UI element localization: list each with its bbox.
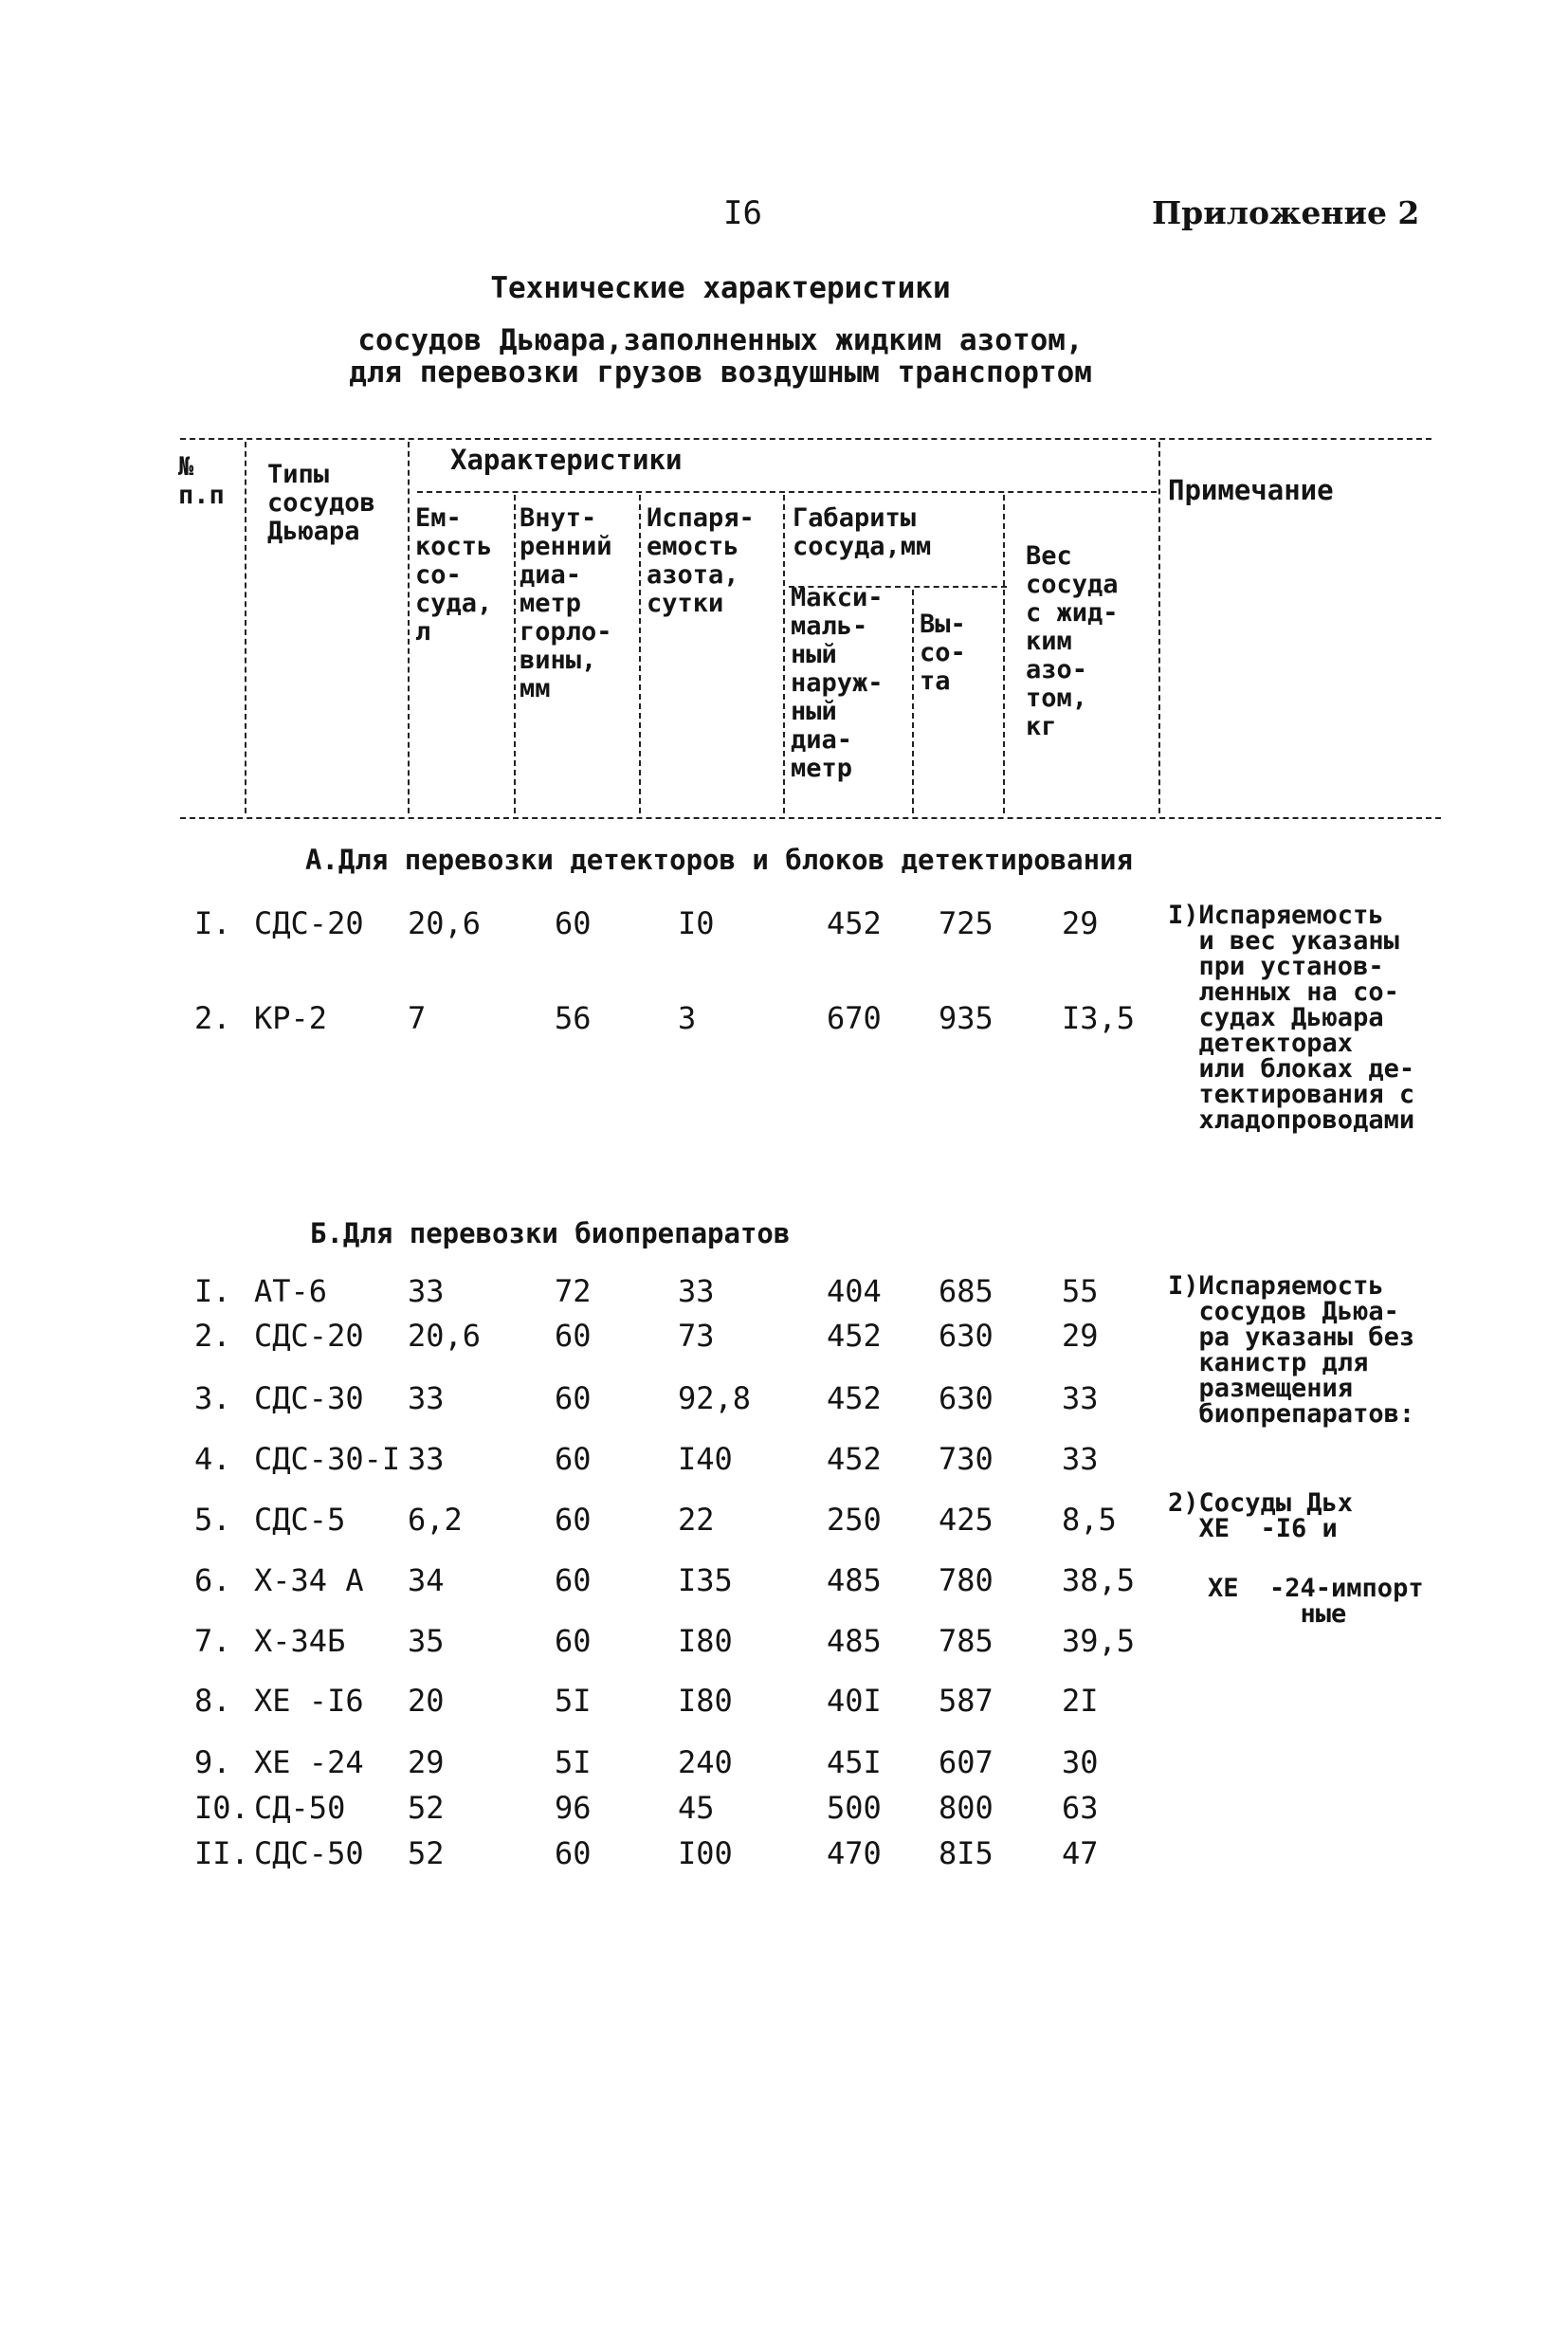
height-cell: 935 <box>939 1000 994 1036</box>
evaporation-cell: I80 <box>678 1683 733 1719</box>
evaporation-cell: I00 <box>678 1835 733 1871</box>
weight-cell: 38,5 <box>1062 1562 1136 1598</box>
height-cell: 587 <box>939 1683 994 1719</box>
vessel-type: ХЕ -I6 <box>254 1683 364 1719</box>
evaporation-cell: 73 <box>678 1318 715 1354</box>
row-number: 2. <box>194 1318 231 1354</box>
weight-cell: 8,5 <box>1062 1502 1117 1538</box>
outer-diameter-cell: 500 <box>827 1790 882 1826</box>
header-height: Вы- со- та <box>920 610 966 696</box>
row-number: 9. <box>194 1744 231 1780</box>
evaporation-cell: I80 <box>678 1623 733 1659</box>
page-number: I6 <box>723 194 762 232</box>
inner-diameter-cell: 5I <box>555 1683 592 1719</box>
col-divider <box>912 590 914 813</box>
header-num: № п.п <box>178 452 225 510</box>
weight-cell: 2I <box>1062 1683 1099 1719</box>
row-number: II. <box>194 1835 249 1871</box>
vessel-type: СДС-50 <box>254 1835 364 1871</box>
outer-diameter-cell: 45I <box>827 1744 882 1780</box>
capacity-cell: 33 <box>408 1441 445 1477</box>
outer-diameter-cell: 452 <box>827 1380 882 1416</box>
vessel-type: Х-34 А <box>254 1562 364 1598</box>
row-number: I0. <box>194 1790 249 1826</box>
weight-cell: 29 <box>1062 1318 1099 1354</box>
height-cell: 780 <box>939 1562 994 1598</box>
col-divider <box>1158 442 1160 813</box>
section-b-note-2: 2)Сосуды Дьх ХЕ -I6 и <box>1168 1488 1354 1543</box>
section-b-title: Б.Для перевозки биопрепаратов <box>310 1217 791 1249</box>
capacity-cell: 52 <box>408 1835 445 1871</box>
inner-diameter-cell: 60 <box>555 1623 592 1659</box>
capacity-cell: 35 <box>408 1623 445 1659</box>
capacity-cell: 20,6 <box>408 1318 482 1354</box>
outer-diameter-cell: 452 <box>827 905 882 941</box>
weight-cell: 55 <box>1062 1273 1099 1309</box>
document-title <box>246 270 1194 306</box>
title-line-2: сосудов Дьюара,заполненных жидким азотом, <box>357 323 1084 357</box>
height-cell: 785 <box>939 1623 994 1659</box>
vessel-type: СДС-30 <box>254 1380 364 1416</box>
row-number: 2. <box>194 1000 231 1036</box>
weight-cell: 39,5 <box>1062 1623 1136 1659</box>
inner-diameter-cell: 60 <box>555 1835 592 1871</box>
inner-diameter-cell: 5I <box>555 1744 592 1780</box>
appendix-label: Приложение 2 <box>1152 194 1420 231</box>
height-cell: 607 <box>939 1744 994 1780</box>
vessel-type: СДС-20 <box>254 1318 364 1354</box>
height-cell: 730 <box>939 1441 994 1477</box>
table-top-rule <box>180 438 1431 440</box>
outer-diameter-cell: 485 <box>827 1562 882 1598</box>
inner-diameter-cell: 60 <box>555 1380 592 1416</box>
header-inner-diameter: Внут- ренний диа- метр горло- вины, мм <box>520 503 612 703</box>
inner-diameter-cell: 60 <box>555 1318 592 1354</box>
section-b-note-1: I)Испаряемость сосудов Дьюа- ра указаны без канистр для размещения биопрепаратов: <box>1168 1271 1415 1429</box>
row-number: 8. <box>194 1683 231 1719</box>
title-line-1: Технические характеристики <box>490 271 951 305</box>
evaporation-cell: 3 <box>678 1000 697 1036</box>
section-b-note-3: ХЕ -24-импорт ные <box>1208 1574 1424 1629</box>
weight-cell: I3,5 <box>1062 1000 1136 1036</box>
header-type: Типы сосудов Дьюара <box>267 460 375 546</box>
evaporation-cell: 240 <box>678 1744 733 1780</box>
evaporation-cell: 92,8 <box>678 1380 752 1416</box>
inner-diameter-cell: 96 <box>555 1790 592 1826</box>
outer-diameter-cell: 452 <box>827 1441 882 1477</box>
evaporation-cell: I0 <box>678 905 715 941</box>
section-a-title: А.Для перевозки детекторов и блоков детектирования <box>305 844 1133 876</box>
weight-cell: 63 <box>1062 1790 1099 1826</box>
vessel-type: СД-50 <box>254 1790 346 1826</box>
vessel-type: КР-2 <box>254 1000 328 1036</box>
height-cell: 630 <box>939 1318 994 1354</box>
outer-diameter-cell: 250 <box>827 1502 882 1538</box>
col-divider <box>639 495 641 813</box>
evaporation-cell: 33 <box>678 1273 715 1309</box>
col-divider <box>408 442 410 813</box>
header-evaporation: Испаря- емость азота, сутки <box>647 503 755 618</box>
weight-cell: 33 <box>1062 1441 1099 1477</box>
capacity-cell: 33 <box>408 1273 445 1309</box>
row-number: I. <box>194 905 231 941</box>
inner-diameter-cell: 72 <box>555 1273 592 1309</box>
inner-diameter-cell: 60 <box>555 905 592 941</box>
vessel-type: Х-34Б <box>254 1623 346 1659</box>
evaporation-cell: I40 <box>678 1441 733 1477</box>
row-number: 3. <box>194 1380 231 1416</box>
weight-cell: 33 <box>1062 1380 1099 1416</box>
header-capacity: Ем- кость со- суда, л <box>415 503 493 647</box>
capacity-cell: 20,6 <box>408 905 482 941</box>
vessel-type: СДС-30-I <box>254 1441 401 1477</box>
col-divider <box>1003 495 1005 813</box>
height-cell: 800 <box>939 1790 994 1826</box>
weight-cell: 30 <box>1062 1744 1099 1780</box>
evaporation-cell: I35 <box>678 1562 733 1598</box>
header-dimensions: Габариты сосуда,мм <box>793 503 932 561</box>
capacity-cell: 29 <box>408 1744 445 1780</box>
outer-diameter-cell: 470 <box>827 1835 882 1871</box>
capacity-cell: 52 <box>408 1790 445 1826</box>
title-line-3: для перевозки грузов воздушным транспортом <box>349 355 1092 390</box>
height-cell: 8I5 <box>939 1835 994 1871</box>
inner-diameter-cell: 56 <box>555 1000 592 1036</box>
inner-diameter-cell: 60 <box>555 1441 592 1477</box>
height-cell: 725 <box>939 905 994 941</box>
evaporation-cell: 22 <box>678 1502 715 1538</box>
row-number: 4. <box>194 1441 231 1477</box>
header-note: Примечание <box>1168 474 1334 506</box>
vessel-type: АТ-6 <box>254 1273 328 1309</box>
height-cell: 685 <box>939 1273 994 1309</box>
header-weight: Вес сосуда с жид- ким азо- том, кг <box>1026 541 1119 741</box>
inner-diameter-cell: 60 <box>555 1502 592 1538</box>
outer-diameter-cell: 452 <box>827 1318 882 1354</box>
capacity-cell: 34 <box>408 1562 445 1598</box>
vessel-type: ХЕ -24 <box>254 1744 364 1780</box>
height-cell: 630 <box>939 1380 994 1416</box>
capacity-cell: 33 <box>408 1380 445 1416</box>
row-number: 6. <box>194 1562 231 1598</box>
header-max-diameter: Макси- маль- ный наруж- ный диа- метр <box>791 583 884 783</box>
col-divider <box>783 495 785 813</box>
header-characteristics: Характеристики <box>450 444 683 476</box>
section-a-note: I)Испаряемость и вес указаны при установ- ленных на со- судах Дьюара детекторах или блоках де- тектирования с хладопроводами <box>1168 901 1415 1135</box>
table-header-bottom-rule <box>180 817 1441 819</box>
row-number: 5. <box>194 1502 231 1538</box>
inner-diameter-cell: 60 <box>555 1562 592 1598</box>
weight-cell: 29 <box>1062 905 1099 941</box>
characteristics-rule <box>417 491 1157 493</box>
capacity-cell: 7 <box>408 1000 427 1036</box>
outer-diameter-cell: 485 <box>827 1623 882 1659</box>
row-number: 7. <box>194 1623 231 1659</box>
capacity-cell: 6,2 <box>408 1502 463 1538</box>
capacity-cell: 20 <box>408 1683 445 1719</box>
row-number: I. <box>194 1273 231 1309</box>
vessel-type: СДС-5 <box>254 1502 346 1538</box>
col-divider <box>245 442 246 813</box>
evaporation-cell: 45 <box>678 1790 715 1826</box>
vessel-type: СДС-20 <box>254 905 364 941</box>
outer-diameter-cell: 40I <box>827 1683 882 1719</box>
weight-cell: 47 <box>1062 1835 1099 1871</box>
col-divider <box>514 495 516 813</box>
outer-diameter-cell: 670 <box>827 1000 882 1036</box>
height-cell: 425 <box>939 1502 994 1538</box>
outer-diameter-cell: 404 <box>827 1273 882 1309</box>
